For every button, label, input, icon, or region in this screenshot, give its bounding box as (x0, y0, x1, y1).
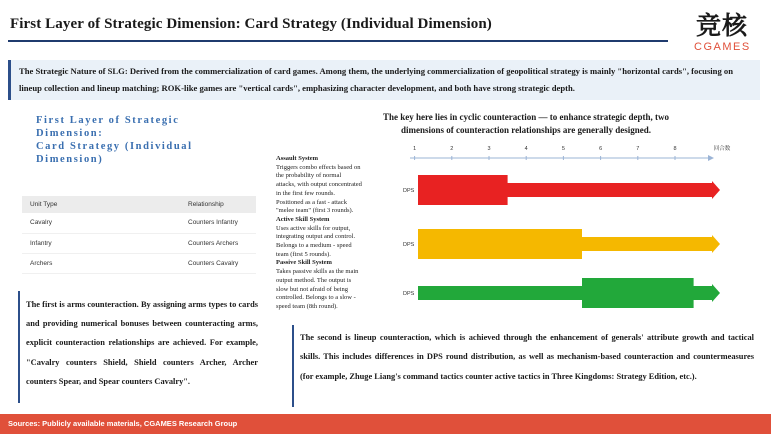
passive-skill-system-note (276, 259, 400, 311)
section-heading-line: Dimension) (36, 154, 104, 165)
series-label-dps: DPS (403, 188, 415, 194)
relationship-cell: Counters Archers (184, 233, 256, 253)
x-tick-label: 1 (413, 146, 417, 152)
table-row (22, 253, 256, 273)
x-tick-label: 8 (673, 146, 677, 152)
x-axis-arrow (708, 155, 714, 161)
unit-type-cell: Archers (22, 253, 184, 273)
dps-round-distribution-chart (396, 140, 742, 316)
title-underline (8, 40, 668, 42)
key-statement-line: The key here lies in cyclic counteraction — to enhance strategic depth, two (382, 112, 670, 122)
section-heading-line: Card Strategy (Individual (36, 141, 193, 152)
dps-peak-band (582, 278, 694, 308)
note-line: output method. The output is (276, 276, 352, 284)
dps-peak-band (418, 229, 582, 259)
note-line: controlled. Belongs to a slow - (276, 294, 356, 302)
series-label-dps: DPS (403, 291, 415, 297)
section-heading-line: Dimension: (36, 128, 104, 139)
x-tick-label: 7 (636, 146, 640, 152)
key-statement-line: dimensions of counteraction relationships are generally designed. (401, 125, 651, 135)
passive-skill-system-title: Passive Skill System (276, 259, 332, 267)
note-line: speed team (8th round). (276, 302, 338, 310)
lineup-counteraction-text: The second is lineup counteraction, which is achieved through the enhancement of generals' attribute growth and tactical skills. This includes differences in DPS round distribution, as well as mechanism-based counteraction and countermeasures (for example, Zhuge Liang's command tactics counter active tactics in Three Kingdoms: Strategy Edition, etc.). (292, 325, 754, 407)
relationship-cell: Counters Cavalry (184, 253, 256, 273)
x-tick-label: 2 (450, 146, 454, 152)
note-line: Takes passive skills as the main (276, 268, 359, 276)
note-line: the probability of normal (276, 172, 342, 180)
note-line: "melee team" (first 3 rounds). (276, 207, 354, 215)
assault-system-title: Assault System (276, 155, 319, 162)
x-axis-unit-label: 回合数 (713, 146, 731, 152)
dps-arrow-head (712, 284, 720, 302)
dps-arrow-head (712, 181, 720, 199)
active-skill-system-title: Active Skill System (276, 215, 330, 223)
dps-peak-band (418, 175, 508, 205)
x-tick-label: 5 (561, 146, 565, 152)
header-relationship: Relationship (184, 196, 256, 213)
x-tick-label: 6 (599, 146, 603, 152)
unit-type-cell: Cavalry (22, 213, 184, 233)
series-label-dps: DPS (403, 242, 415, 248)
source-footer: Sources: Publicly available materials, CGAMES Research Group (0, 414, 771, 434)
arms-counteraction-text: The first is arms counteraction. By assigning arms types to cards and providing numerical bonuses between counteracting arms, explicit counteraction relationships are achieved. For example, "Cavalry counters Shield, Shield counters Archer, Archer counters Spear, and Spear counters Cavalry". (18, 291, 258, 403)
dps-arrow-head (712, 235, 720, 253)
section-heading-line: First Layer of Strategic (36, 115, 180, 126)
x-tick-label: 4 (524, 146, 528, 152)
system-notes (276, 155, 400, 312)
note-line: attacks, with output concentrated (276, 181, 362, 189)
table-row (22, 213, 256, 233)
note-line: in the first few rounds. (276, 189, 336, 197)
strategic-nature-banner: The Strategic Nature of SLG: Derived from the commercialization of card games. Among them, the underlying commercialization of geopolitical strategy is mainly "horizontal cards", focusing on lineup collection and lineup matching; ROK-like games are "vertical cards", emphasizing character development, and both have strong strategic depth. (8, 60, 760, 100)
assault-system-note (276, 155, 400, 216)
cgames-logo (676, 6, 764, 60)
note-line: slow but not afraid of being (276, 285, 349, 293)
note-line: Belongs to a medium - speed (276, 242, 352, 250)
section-heading (36, 114, 216, 166)
note-line: integrating output and control. (276, 233, 356, 241)
active-skill-system-note (276, 216, 400, 260)
key-statement (356, 111, 696, 137)
header-unit-type: Unit Type (22, 196, 184, 213)
unit-counter-table (22, 196, 256, 274)
note-line: Triggers combo effects based on (276, 163, 361, 171)
page-title: First Layer of Strategic Dimension: Card Strategy (Individual Dimension) (10, 16, 492, 32)
note-line: Uses active skills for output, (276, 224, 351, 232)
logo-chinese-text: 竞核 (696, 11, 749, 40)
unit-type-cell: Infantry (22, 233, 184, 253)
note-line: team (first 5 rounds). (276, 250, 331, 258)
logo-english-text: CGAMES (694, 41, 751, 53)
x-tick-label: 3 (487, 146, 491, 152)
table-row (22, 233, 256, 253)
relationship-cell: Counters Infantry (184, 213, 256, 233)
note-line: Positioned as a fast - attack (276, 198, 347, 206)
table-header-row (22, 196, 256, 213)
